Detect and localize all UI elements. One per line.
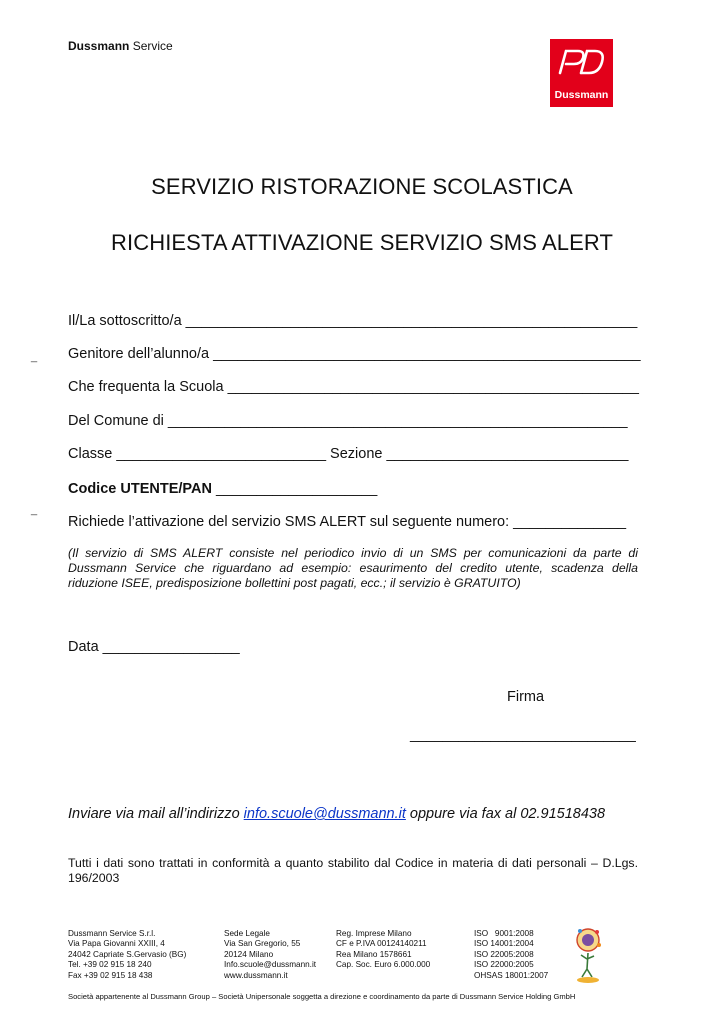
pd-logo-icon [556,45,607,79]
privacy-notice: Tutti i dati sono trattati in conformità a quanto stabilito dal Codice in materia di dati personali – D.Lgs. 196/2003 [68,856,638,885]
footer-company-info: Dussmann Service S.r.l. Via Papa Giovanni XXIII, 4 24042 Capriate S.Gervasio (BG) Tel. +39 02 915 18 240 Fax +39 02 915 18 438 [68,929,187,980]
field-richiede-numero: Richiede l’attivazione del servizio SMS ALERT sul seguente numero: ______________ [68,514,627,530]
logo-text: Dussmann [554,89,609,101]
footer-certifications: ISO 9001:2008 ISO 14001:2004 ISO 22005:2008 ISO 22000:2005 OHSAS 18001:2007 [474,929,549,980]
dussmann-logo [550,39,613,107]
send-suffix: oppure via fax al 02.91518438 [405,806,606,822]
firma-label: Firma [507,689,545,705]
title-richiesta-sms-alert: RICHIESTA ATTIVAZIONE SERVIZIO SMS ALERT [111,230,613,255]
firma-line: ____________________________ [410,727,636,743]
field-genitore: Genitore dell’alunno/a _____________________________________________________ [68,346,641,362]
footer-legal-seat: Sede Legale Via San Gregorio, 55 20124 Milano Info.scuole@dussmann.it www.dussmann.it [224,929,317,980]
brand-name-bold: Dussmann [68,39,130,53]
field-codice-utente [68,481,377,497]
service-note: (Il servizio di SMS ALERT consiste nel periodico invio di un SMS per comunicazioni da parte di Dussmann Service che riguardano ad esempio: esaurimento del credito utente, scadenza della riduzione ISEE, predisposizione bollettini post pagati, ecc.; il servizio è GRATUITO) [68,546,638,590]
margin-mark: _ [31,351,38,363]
brand-name [68,39,173,53]
certification-mascot-icon [570,925,610,985]
field-comune: Del Comune di _________________________________________________________ [68,413,628,429]
field-classe-sezione: Classe __________________________ Sezione ______________________________ [68,446,629,462]
codice-utente-label: Codice UTENTE/PAN [68,481,212,497]
send-prefix: Inviare via mail all’indirizzo [68,806,244,822]
field-sottoscritto: Il/La sottoscritto/a ________________________________________________________ [68,313,638,329]
email-link[interactable]: info.scuole@dussmann.it [243,806,406,822]
brand-name-rest: Service [129,39,173,53]
field-scuola: Che frequenta la Scuola ___________________________________________________ [68,379,639,395]
footer-registration: Reg. Imprese Milano CF e P.IVA 00124140211 Rea Milano 1578661 Cap. Soc. Euro 6.000.000 [336,929,431,970]
margin-mark: _ [31,504,38,516]
footer-group-statement: Società appartenente al Dussmann Group – Società Unipersonale soggetta a direzione e coordinamento da parte di Dussmann Service Holding GmbH [68,992,576,1001]
codice-utente-line: ____________________ [211,481,378,497]
send-instructions [68,806,605,822]
field-data: Data _________________ [68,639,240,655]
title-servizio-ristorazione: SERVIZIO RISTORAZIONE SCOLASTICA [151,174,573,199]
